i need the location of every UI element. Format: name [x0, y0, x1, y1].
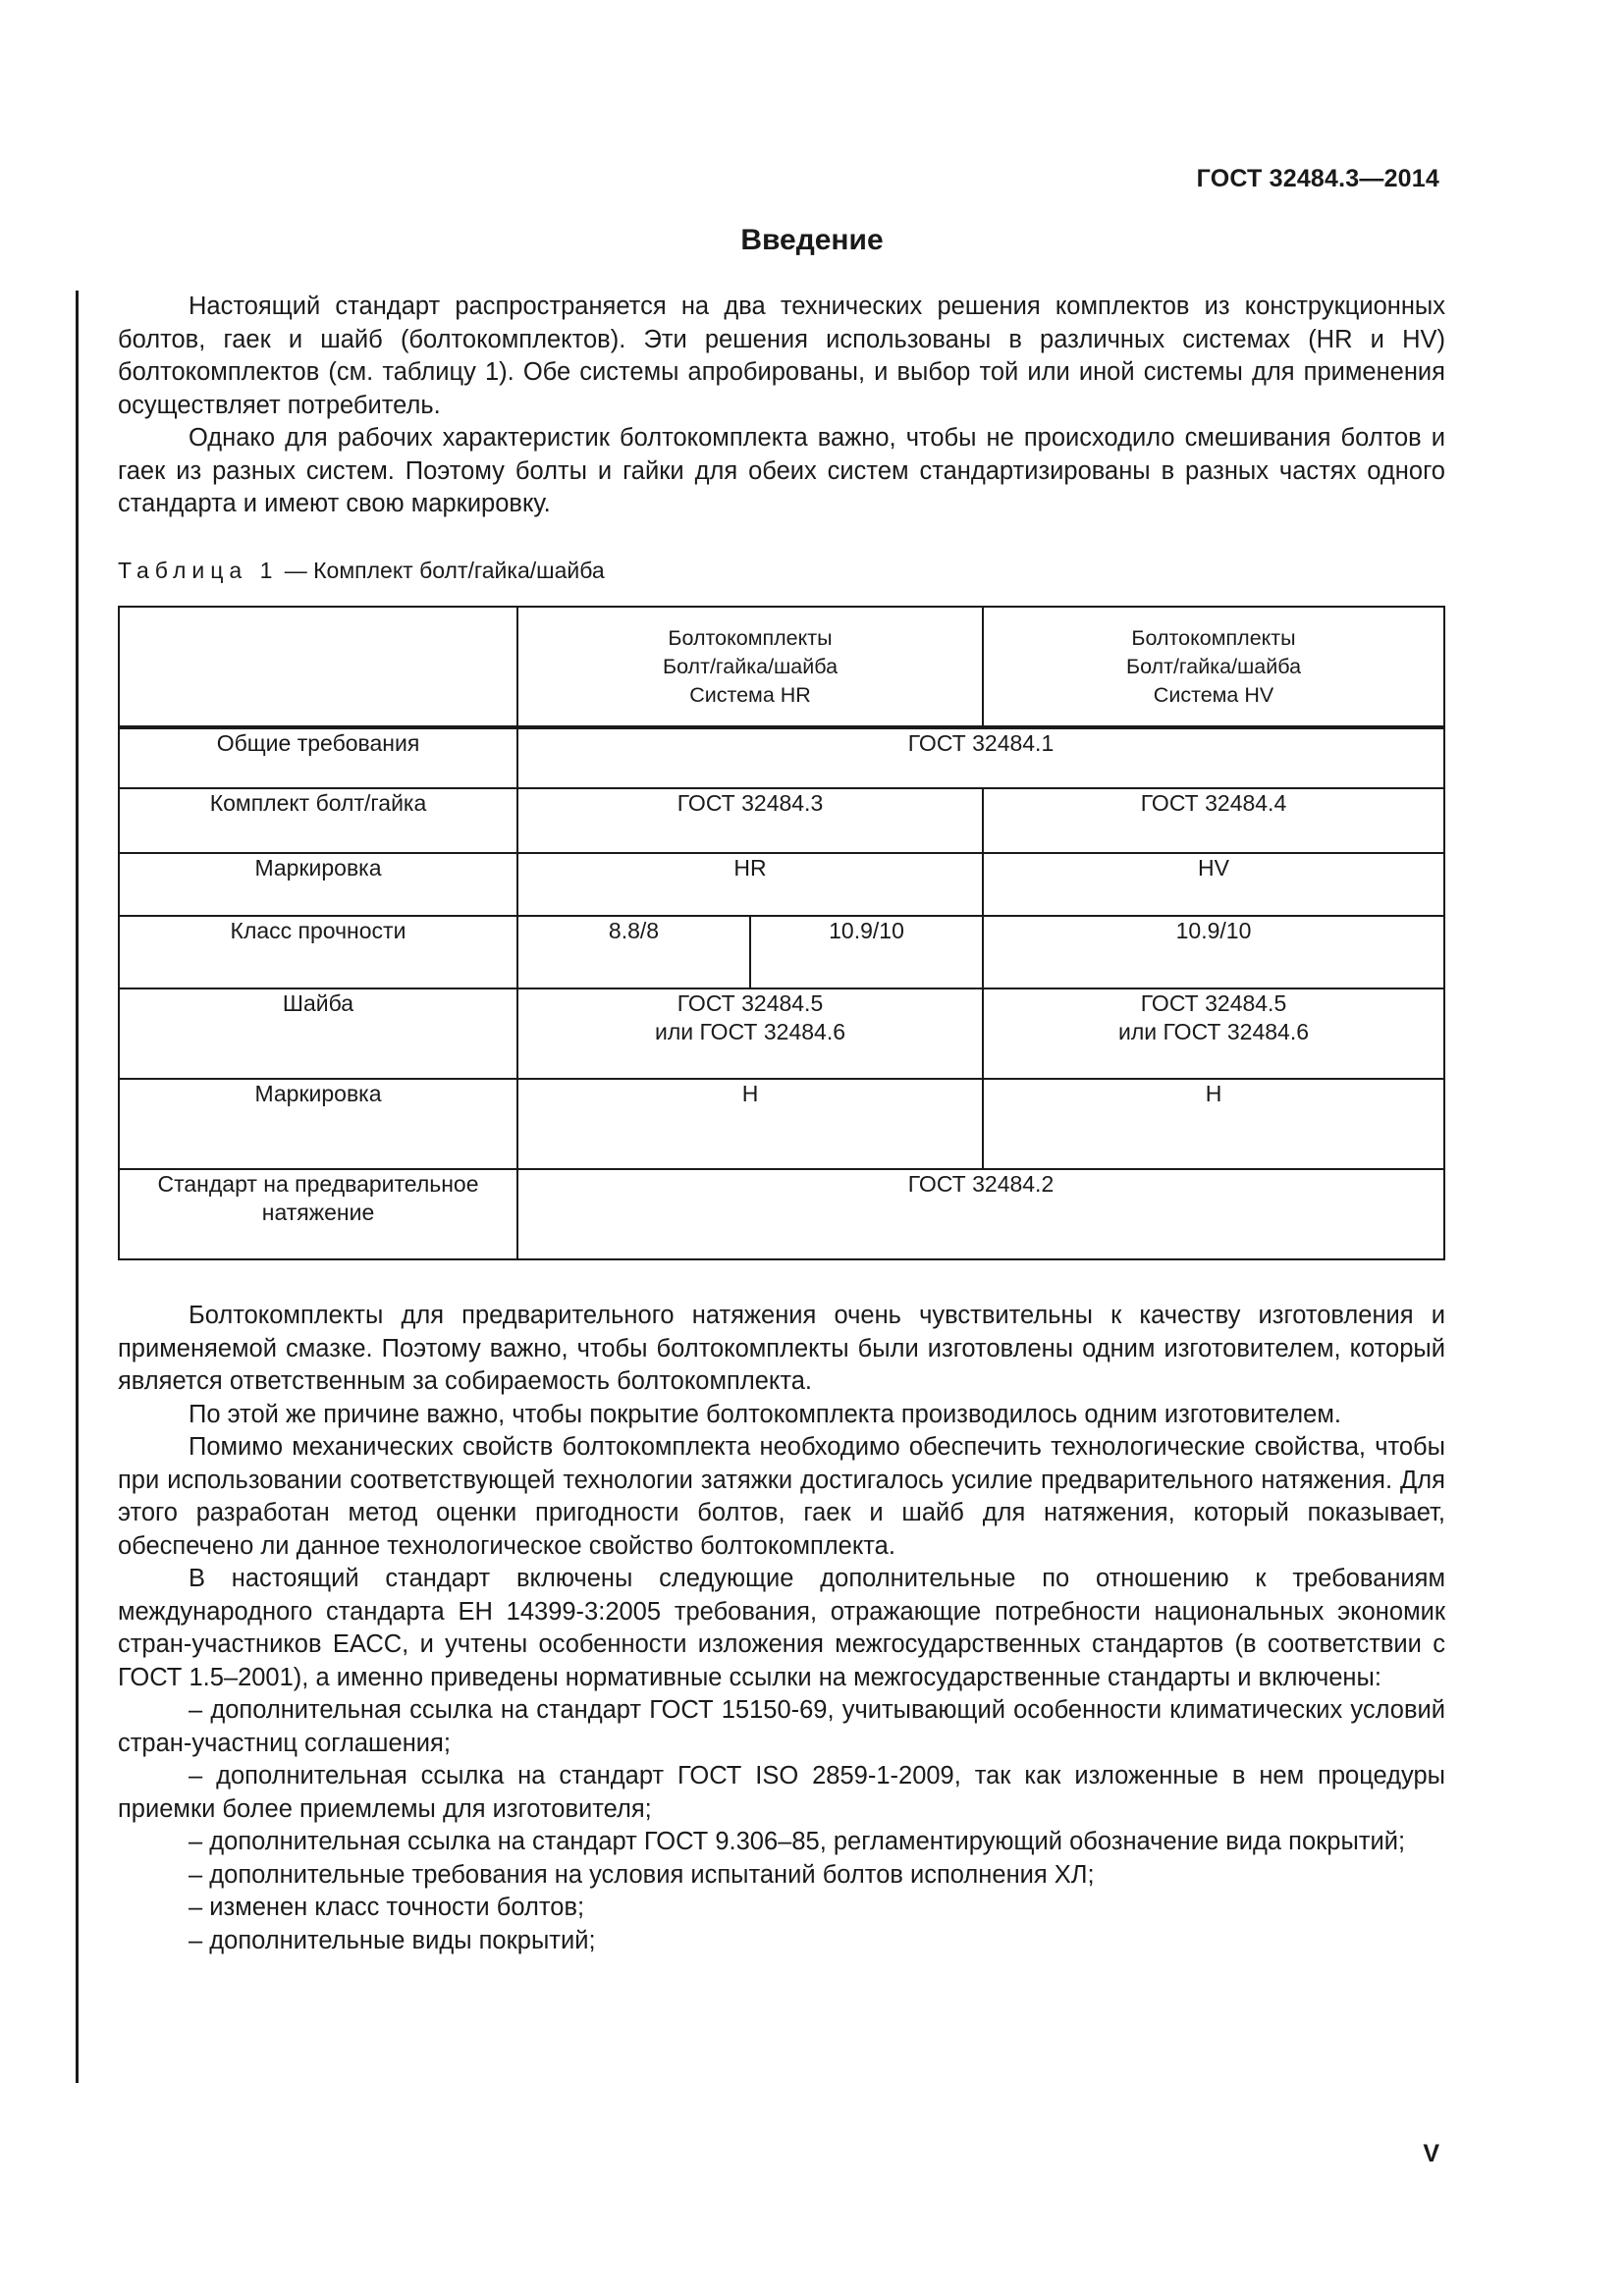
cell-marking-hv: HV: [983, 853, 1444, 916]
list-item: – дополнительная ссылка на стандарт ГОСТ 15150-69, учитывающий особенности климатических условий стран-участниц соглашения;: [118, 1696, 1445, 1757]
intro-text: [118, 291, 1445, 521]
table-row-marking: [119, 853, 1444, 916]
intro-paragraph-2: Однако для рабочих характеристик болтокомплекта важно, чтобы не происходило смешивания болтов и гаек из разных систем. Поэтому болты и гайки для обеих систем стандартизированы в разных частях одного стандарта и имеют свою маркировку.: [118, 424, 1445, 517]
intro-paragraph-1: Настоящий стандарт распространяется на два технических решения комплектов из конструкционных болтов, гаек и шайб (болтокомплектов). Эти решения использованы в различных системах (HR и HV) болтокомплектов (см. таблицу 1). Обе системы апробированы, и выбор той или иной системы для применения осуществляет потребитель.: [118, 293, 1445, 419]
cell-washer-hr: [517, 988, 983, 1079]
cell-washer-hv: [983, 988, 1444, 1079]
cell-class-hv: 10.9/10: [983, 916, 1444, 988]
body-paragraph-4: В настоящий стандарт включены следующие дополнительные по отношению к требованиям международного стандарта ЕН 14399-3:2005 требования, отражающие потребности национальных экономик стран-участников ЕАСС, и учтены особенности изложения межгосударственных стандартов (в соответствии с ГОСТ 1.5–2001), а именно приведены нормативные ссылки на межгосударственные стандарты и включены:: [118, 1565, 1445, 1691]
page-number: V: [1423, 2140, 1439, 2167]
table-caption-label: Таблица 1: [118, 558, 279, 583]
header-hv-line-2: Болт/гайка/шайба: [1125, 654, 1302, 678]
row-label: Общие требования: [119, 727, 517, 788]
header-hv-line-3: Система HV: [1153, 682, 1274, 707]
table-header-row: [119, 607, 1444, 727]
cell-preload-value: ГОСТ 32484.2: [517, 1169, 1444, 1259]
row-label: Маркировка: [119, 853, 517, 916]
header-system-hr: [517, 607, 983, 727]
cell-class-hr-a: 8.8/8: [517, 916, 750, 988]
section-title: Введение: [740, 224, 884, 256]
body-text: [118, 1300, 1445, 1957]
cell-class-hr-b: 10.9/10: [750, 916, 983, 988]
revision-change-bar: [76, 291, 79, 2083]
table-caption-text: — Комплект болт/гайка/шайба: [278, 558, 605, 583]
table-row-washer-marking: [119, 1079, 1444, 1169]
header-empty-cell: [119, 607, 517, 727]
row-label: Класс прочности: [119, 916, 517, 988]
cell-washer-marking-hv: H: [983, 1079, 1444, 1169]
table-row-washer: [119, 988, 1444, 1079]
document-id-header: ГОСТ 32484.3—2014: [1196, 165, 1439, 192]
table-row-bolt-nut-set: [119, 788, 1444, 853]
cell-washer-hr-line-2: или ГОСТ 32484.6: [655, 1019, 845, 1044]
table-row-general: [119, 727, 1444, 788]
bolt-set-table: [118, 606, 1445, 1260]
header-hr-line-2: Болт/гайка/шайба: [662, 654, 839, 678]
row-label: Шайба: [119, 988, 517, 1079]
body-paragraph-1: Болтокомплекты для предварительного натяжения очень чувствительны к качеству изготовления и применяемой смазке. Поэтому важно, чтобы болтокомплекты были изготовлены одним изготовителем, который является ответственным за собираемость болтокомплекта.: [118, 1302, 1445, 1395]
cell-set-hv: ГОСТ 32484.4: [983, 788, 1444, 853]
cell-washer-hv-line-2: или ГОСТ 32484.6: [1118, 1019, 1309, 1044]
cell-washer-hv-line-1: ГОСТ 32484.5: [1140, 990, 1287, 1016]
header-hv-line-1: Болтокомплекты: [1131, 625, 1296, 650]
body-paragraph-3: Помимо механических свойств болтокомплекта необходимо обеспечить технологические свойства, чтобы при использовании соответствующей технологии затяжки достигалось усилие предварительного натяжения. Для этого разработан метод оценки пригодности болтов, гаек и шайб для натяжения, который показывает, обеспечено ли данное технологическое свойство болтокомплекта.: [118, 1433, 1445, 1560]
cell-set-hr: ГОСТ 32484.3: [517, 788, 983, 853]
cell-washer-hr-line-1: ГОСТ 32484.5: [677, 990, 824, 1016]
list-item: – дополнительная ссылка на стандарт ГОСТ ISO 2859-1-2009, так как изложенные в нем процедуры приемки более приемлемы для изготовителя;: [118, 1762, 1445, 1823]
table-row-preload-standard: [119, 1169, 1444, 1259]
cell-general-value: ГОСТ 32484.1: [517, 727, 1444, 788]
cell-marking-hr: HR: [517, 853, 983, 916]
header-hr-line-1: Болтокомплекты: [668, 625, 833, 650]
list-item: – дополнительные требования на условия испытаний болтов исполнения ХЛ;: [189, 1860, 1095, 1889]
list-item: – дополнительные виды покрытий;: [189, 1926, 596, 1954]
row-label: Стандарт на предварительное натяжение: [119, 1169, 517, 1259]
table-caption: [118, 558, 605, 584]
list-item: – изменен класс точности болтов;: [189, 1894, 585, 1921]
table-row-strength-class: [119, 916, 1444, 988]
row-label: Комплект болт/гайка: [119, 788, 517, 853]
row-label: Маркировка: [119, 1079, 517, 1169]
header-system-hv: [983, 607, 1444, 727]
body-paragraph-2: По этой же причине важно, чтобы покрытие болтокомплекта производилось одним изготовителем.: [189, 1400, 1341, 1428]
header-hr-line-3: Система HR: [689, 682, 811, 707]
list-item: – дополнительная ссылка на стандарт ГОСТ 9.306–85, регламентирующий обозначение вида покрытий;: [189, 1828, 1406, 1855]
cell-washer-marking-hr: H: [517, 1079, 983, 1169]
